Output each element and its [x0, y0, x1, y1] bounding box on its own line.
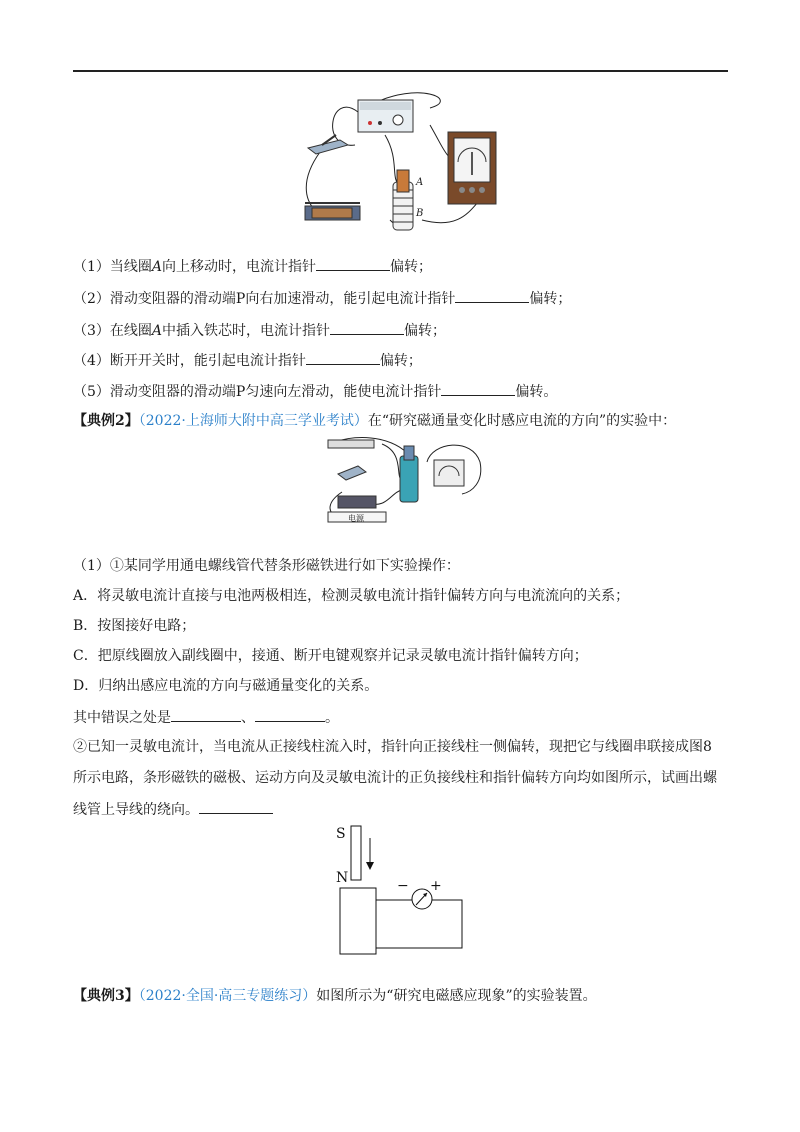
- question-line: （4）断开开关时，能引起电流计指针 偏转；: [73, 350, 422, 371]
- question-line: （3）在线圈A中插入铁芯时，电流计指针 偏转；: [73, 320, 446, 341]
- answer-blank[interactable]: [441, 381, 515, 396]
- question-intro: （1）①某同学用通电螺线管代替条形磁铁进行如下实验操作：: [73, 558, 460, 574]
- bar-magnet: [351, 826, 361, 880]
- error-line: 其中错误之处是 、 。: [73, 707, 339, 728]
- question-line: （1）当线圈A向上移动时，电流计指针 偏转；: [73, 256, 432, 277]
- label-b: B: [416, 208, 424, 219]
- answer-blank[interactable]: [306, 350, 380, 365]
- solenoid: [340, 888, 376, 954]
- example-text: 在“研究磁通量变化时感应电流的方向”的实验中：: [367, 413, 677, 429]
- coil-primary: [404, 446, 414, 460]
- option-a: A．将灵敏电流计直接与电池两极相连，检测灵敏电流计指针偏转方向与电流流向的关系；: [73, 588, 630, 604]
- question-line: （5）滑动变阻器的滑动端P匀速向左滑动，能使电流计指针 偏转。: [73, 381, 557, 402]
- example-source: （2022·全国·高三专题练习）: [138, 988, 317, 1004]
- wire: [333, 107, 358, 145]
- part2-line: 线管上导线的绕向。: [73, 799, 273, 820]
- example-text: 如图所示为“研究电磁感应现象”的实验装置。: [316, 988, 597, 1004]
- answer-blank[interactable]: [330, 320, 404, 335]
- apparatus-figure-2: [322, 432, 487, 524]
- power-label: 电源: [348, 514, 364, 523]
- rheostat-top: [328, 440, 374, 448]
- switch: [308, 140, 348, 154]
- answer-blank[interactable]: [316, 256, 390, 271]
- part2-line: ②已知一灵敏电流计，当电流从正接线柱流入时，指针向正接线柱一侧偏转，现把它与线圈串联接成图8: [73, 739, 712, 755]
- coil-secondary: [400, 456, 418, 502]
- answer-blank[interactable]: [255, 707, 325, 722]
- apparatus-figure-1: [300, 90, 510, 240]
- header-rule: [73, 70, 728, 72]
- pole-s-label: S: [336, 826, 346, 842]
- switch: [338, 466, 366, 480]
- solenoid-figure: [334, 822, 469, 957]
- example-tag: 【典例2】: [73, 413, 139, 429]
- label-a: A: [416, 177, 424, 188]
- example-tag: 【典例3】: [73, 988, 139, 1004]
- plus-terminal-label: +: [430, 878, 442, 894]
- example-3-heading: [73, 986, 597, 1006]
- coil-a: [397, 170, 409, 192]
- part2-line: 所示电路，条形磁铁的磁极、运动方向及灵敏电流计的正负接线柱和指针偏转方向均如图所示，试画出螺: [73, 770, 717, 786]
- option-d: D．归纳出感应电流的方向与磁通量变化的关系。: [73, 678, 379, 694]
- option-c: C．把原线圈放入副线圈中，接通、断开电键观察并记录灵敏电流计指针偏转方向；: [73, 648, 588, 664]
- minus-terminal-label: −: [397, 878, 409, 894]
- galvanometer: [434, 460, 464, 486]
- example-2-heading: [73, 411, 676, 431]
- option-b: B．按图接好电路；: [73, 618, 196, 634]
- rheostat: [338, 496, 376, 508]
- answer-blank[interactable]: [455, 288, 529, 303]
- answer-blank[interactable]: [171, 707, 241, 722]
- example-source: （2022·上海师大附中高三学业考试）: [138, 413, 368, 429]
- question-line: （2）滑动变阻器的滑动端P向右加速滑动，能引起电流计指针 偏转；: [73, 288, 571, 309]
- pole-n-label: N: [336, 870, 349, 886]
- answer-blank[interactable]: [199, 799, 273, 814]
